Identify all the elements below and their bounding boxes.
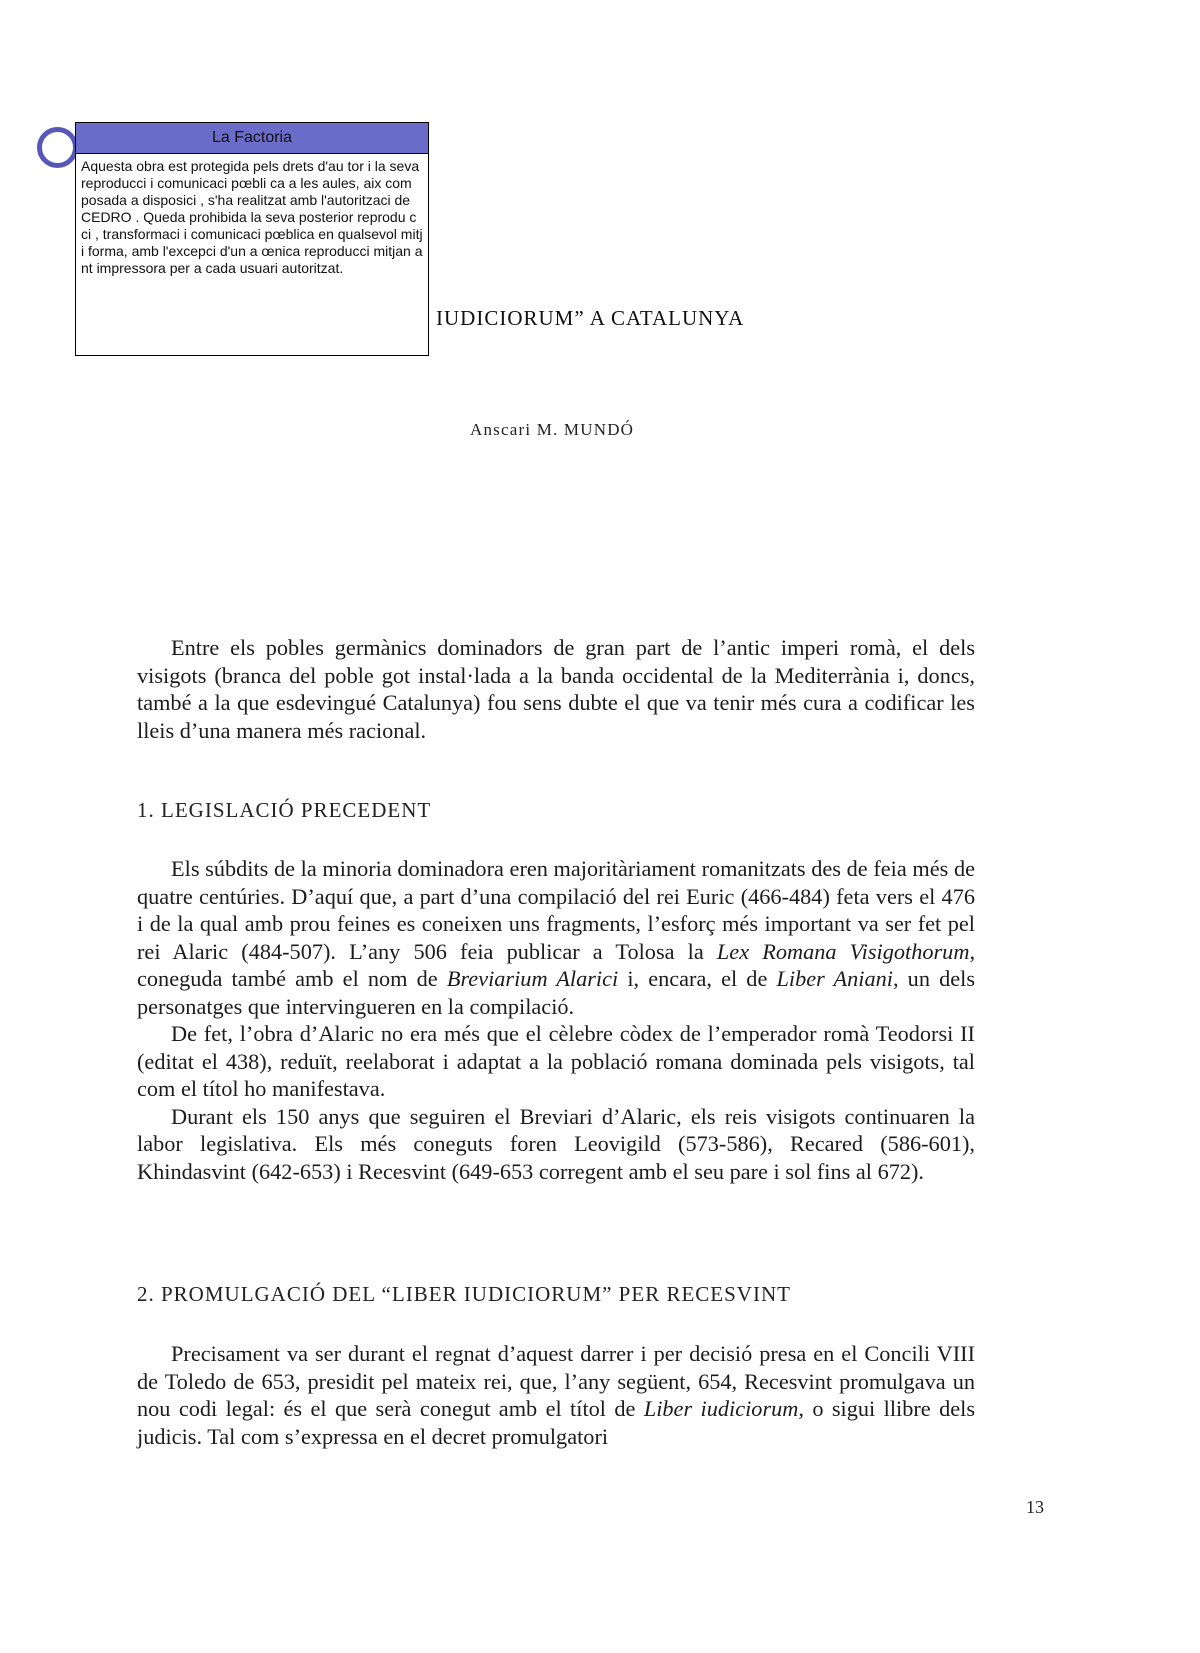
- paragraph: De fet, l’obra d’Alaric no era més que el cèlebre còdex de l’emperador romà Teodorsi II (editat el 438), reduït, reelaborat i adaptat a la població romana dominada pels visigots, tal com el títol ho manifestava.: [137, 1021, 975, 1101]
- author-name: Anscari M. MUNDÓ: [470, 420, 635, 439]
- section-2-body: [137, 1340, 975, 1450]
- page-number: 13: [1026, 1497, 1044, 1517]
- article-title: IUDICIORUM” A CATALUNYA: [436, 306, 745, 330]
- intro-paragraph: Entre els pobles germànics dominadors de gran part de l’antic imperi romà, el dels visigots (branca del poble got instal·lada a la banda occidental de la Mediterrània i, doncs, també a la que esdevingué Catalunya) fou sens dubte el que va tenir més cura a codificar les lleis d’una manera més racional.: [137, 635, 975, 743]
- paragraph: Els súbdits de la minoria dominadora eren majoritàriament romanitzats des de feia més de quatre centúries. D’aquí que, a part d’una compilació del rei Euric (466-484) feta vers el 476 i de la qual amb prou feines es coneixen uns fragments, l’esforç més important va ser fet pel rei Alaric (484-507). L’any 506 feia publicar a Tolosa la Lex Romana Visigothorum, coneguda també amb el nom de Breviarium Alarici i, encara, el de Liber Aniani, un dels personatges que intervingueren en la compilació.: [137, 856, 976, 1019]
- copyright-stamp: [75, 122, 429, 356]
- paragraph: Durant els 150 anys que seguiren el Breviari d’Alaric, els reis visigots continuaren la labor legislativa. Els més coneguts foren Leovigild (573-586), Recared (586-601), Khindasvint (642-653) i Recesvint (649-653 corregent amb el seu pare i sol fins al 672).: [137, 1103, 975, 1184]
- section-2-heading: 2. PROMULGACIÓ DEL “LIBER IUDICIORUM” PER RECESVINT: [137, 1282, 791, 1306]
- stamp-circle-icon: [37, 127, 78, 168]
- stamp-title: La Factoria: [76, 123, 428, 154]
- section-1-heading: 1. LEGISLACIÓ PRECEDENT: [137, 798, 432, 822]
- stamp-text: Aquesta obra est protegida pels drets d'au tor i la seva reproducci i comunicaci pœbli ca a les aules, aix com posada a disposici , s'ha realitzat amb l'autoritzaci de CEDRO . Queda prohibida la seva posterior reprodu cci , transformaci i comunicaci pœblica en qualsevol mitj i forma, amb l'excepci d'un a œnica reproducci mitjan ant impressora per a cada usuari autoritzat.: [81, 158, 423, 276]
- section-1-body: [137, 855, 975, 1185]
- paragraph: Precisament va ser durant el regnat d’aquest darrer i per decisió presa en el Concili VIII de Toledo de 653, presidit pel mateix rei, que, l’any següent, 654, Recesvint promulgava un nou codi legal: és el que serà conegut amb el títol de Liber iudiciorum, o sigui llibre dels judicis. Tal com s’expressa en el decret promulgatori: [137, 1341, 975, 1449]
